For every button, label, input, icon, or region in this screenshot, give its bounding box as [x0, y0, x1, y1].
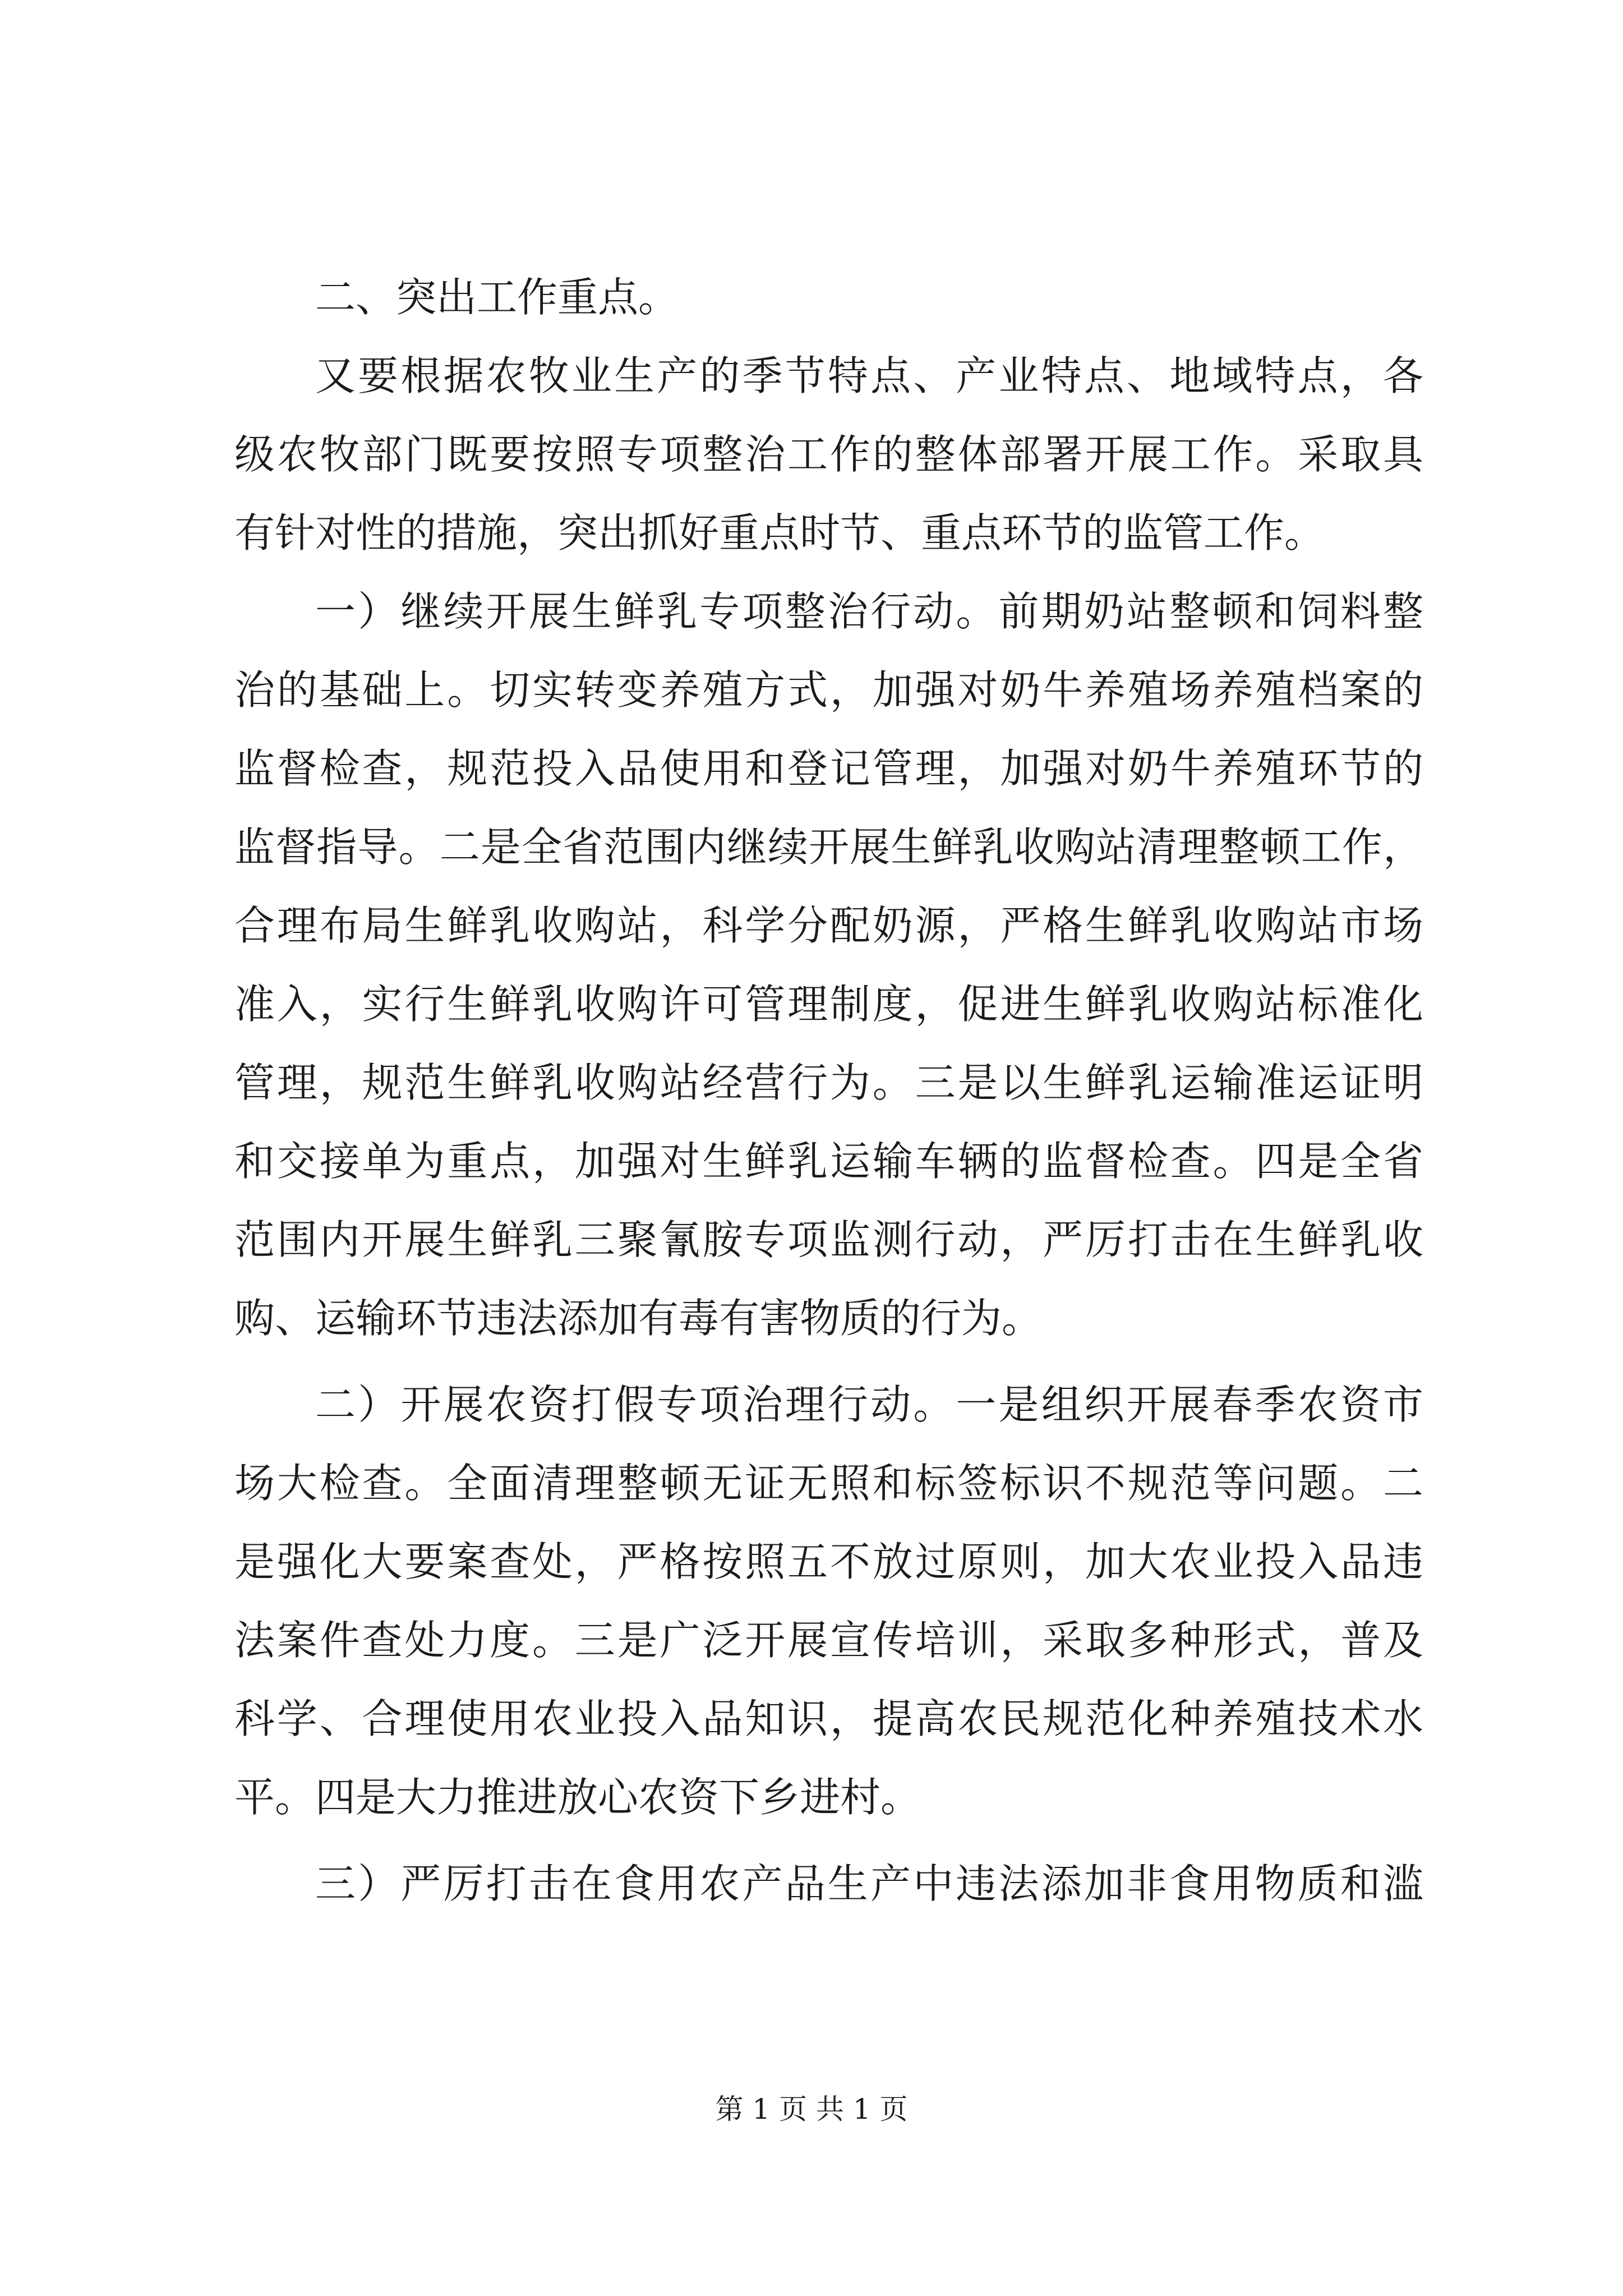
- document-body: [234, 258, 1423, 1923]
- paragraph-line: 又要根据农牧业生产的季节特点、产业特点、地域特点，各: [315, 352, 1423, 399]
- paragraph-line: 级农牧部门既要按照专项整治工作的整体部署开展工作。采取具: [234, 431, 1423, 478]
- paragraph-line: 准入，实行生鲜乳收购许可管理制度，促进生鲜乳收购站标准化: [234, 981, 1423, 1028]
- paragraph-line: 合理布局生鲜乳收购站，科学分配奶源，严格生鲜乳收购站市场: [234, 902, 1423, 949]
- paragraph-line: 和交接单为重点，加强对生鲜乳运输车辆的监督检查。四是全省: [234, 1138, 1423, 1185]
- paragraph-line: 科学、合理使用农业投入品知识，提高农民规范化种养殖技术水: [234, 1695, 1423, 1742]
- paragraph-line: 治的基础上。切实转变养殖方式，加强对奶牛养殖场养殖档案的: [234, 666, 1423, 714]
- paragraph-line: 二）开展农资打假专项治理行动。一是组织开展春季农资市: [315, 1381, 1423, 1428]
- paragraph-line: 场大检查。全面清理整顿无证无照和标签标识不规范等问题。二: [234, 1460, 1423, 1507]
- paragraph-intro: [234, 337, 1423, 572]
- paragraph-line: 二、突出工作重点。: [315, 274, 679, 321]
- paragraph-line: 购、运输环节违法添加有毒有害物质的行为。: [234, 1295, 1043, 1342]
- paragraph-line: 监督检查，规范投入品使用和登记管理，加强对奶牛养殖环节的: [234, 745, 1423, 792]
- paragraph-line: 是强化大要案查处，严格按照五不放过原则，加大农业投入品违: [234, 1538, 1423, 1585]
- paragraph-line: 监督指导。二是全省范围内继续开展生鲜乳收购站清理整顿工作，: [234, 823, 1423, 871]
- paragraph-line: 管理，规范生鲜乳收购站经营行为。三是以生鲜乳运输准运证明: [234, 1059, 1423, 1106]
- section-heading: [234, 258, 1423, 337]
- paragraph-fresh-milk: [234, 572, 1423, 1358]
- paragraph-line: 一）继续开展生鲜乳专项整治行动。前期奶站整顿和饲料整: [315, 588, 1423, 635]
- paragraph-line: 平。四是大力推进放心农资下乡进村。: [234, 1774, 921, 1821]
- paragraph-line: 范围内开展生鲜乳三聚氰胺专项监测行动，严厉打击在生鲜乳收: [234, 1216, 1423, 1263]
- paragraph-line: 三）严厉打击在食用农产品生产中违法添加非食用物质和滥: [315, 1860, 1423, 1907]
- page-footer: 第 1 页 共 1 页: [715, 2093, 908, 2125]
- paragraph-line: 有针对性的措施，突出抓好重点时节、重点环节的监管工作。: [234, 509, 1325, 556]
- paragraph-illegal-additives: [234, 1844, 1423, 1923]
- paragraph-line: 法案件查处力度。三是广泛开展宣传培训，采取多种形式，普及: [234, 1617, 1423, 1664]
- paragraph-agri-inputs: [234, 1365, 1423, 1837]
